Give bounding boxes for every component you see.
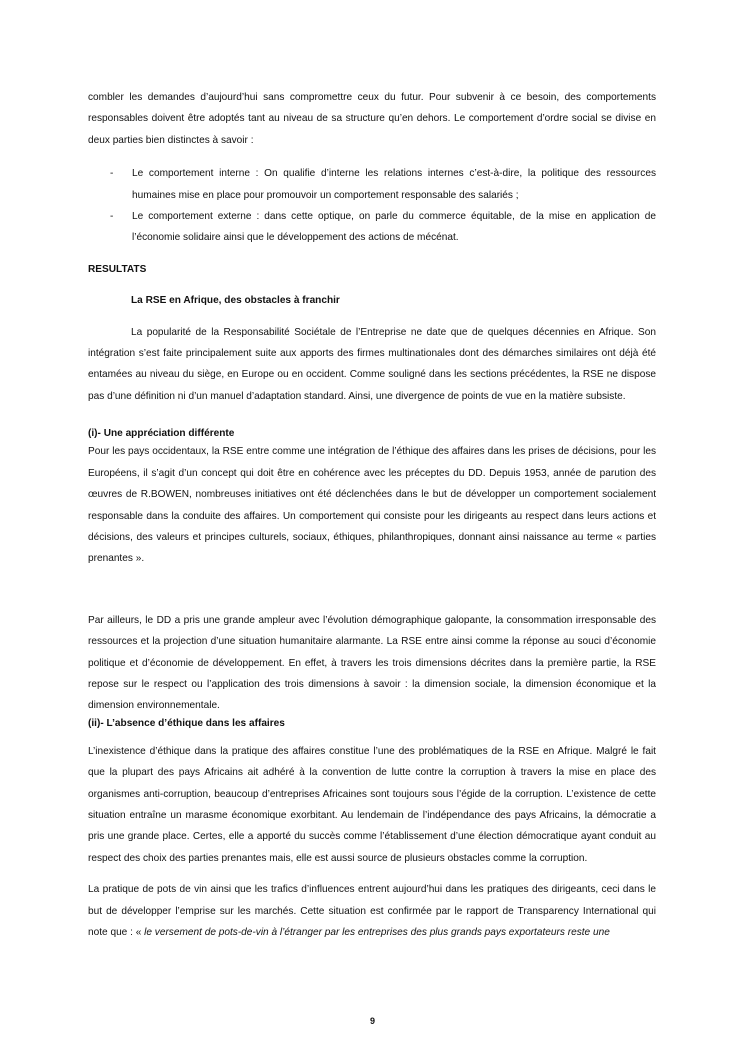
- list-item-text: Le comportement interne : On qualifie d’interne les relations internes c’est-à-dire, la politique des ressources humaines mise en place pour promouvoir un comportement responsable des salariés ;: [132, 168, 656, 201]
- page-number: 9: [369, 1016, 375, 1026]
- section1-paragraph-1: Pour les pays occidentaux, la RSE entre comme une intégration de l’éthique des affaires dans les prises de décisions, pour les Européens, il s’agit d’un concept qui doit être en cohérence avec les préceptes du DD. Depuis 1953, année de parution des œuvres de R.BOWEN, nombreuses initiatives ont été déclenchées dans le but de développer un comportement socialement responsable dans la conduite des affaires. Un comportement qui consiste pour les dirigeants au respect dans leurs actions et décisions, des valeurs et principes culturels, sociaux, éthiques, philanthropiques, donnant ainsi naissance au terme « parties prenantes ».: [88, 446, 656, 565]
- section1-paragraph-2: Par ailleurs, le DD a pris une grande ampleur avec l’évolution démographique galopante, la consommation irresponsable des ressources et la projection d’une situation humanitaire alarmante. La RSE entre ainsi comme la réponse au souci d’économie politique et d’économie de développement. En effet, à travers les trois dimensions décrites dans la première partie, la RSE repose sur le respect ou l’application des trois dimensions à savoir : la dimension sociale, la dimension économique et la dimension environnementale.: [88, 614, 656, 712]
- behavior-list: [88, 163, 656, 249]
- results-heading: RESULTATS: [88, 263, 147, 275]
- results-paragraph: La popularité de la Responsabilité Sociétale de l’Entreprise ne date que de quelques décennies en Afrique. Son intégration s’est faite principalement suite aux apports des firmes multinationales dont des démarches similaires ont déjà été entamées au niveau du siège, en Europe ou en occident. Comme souligné dans les sections précédentes, la RSE ne dispose pas d’une définition ni d’un manuel d’adaptation standard. Ainsi, une divergence de points de vue en la matière subsiste.: [88, 326, 656, 402]
- intro-paragraph: combler les demandes d’aujourd’hui sans compromettre ceux du futur. Pour subvenir à ce besoin, des comportements responsables doivent être adoptés tant au niveau de sa structure qu’en dehors. Le comportement d’ordre social se divise en deux parties bien distinctes à savoir :: [88, 92, 656, 146]
- document-page: [88, 87, 656, 943]
- list-item-text: Le comportement externe : dans cette optique, on parle du commerce équitable, de la mise en application de l’économie solidaire ainsi que le développement des actions de mécénat.: [132, 211, 656, 244]
- list-bullet: -: [110, 211, 114, 223]
- list-item: [88, 163, 656, 206]
- section2-paragraph-1: L’inexistence d’éthique dans la pratique des affaires constitue l’une des problématiques de la RSE en Afrique. Malgré le fait que la plupart des pays Africains ait adhéré à la convention de lutte contre la corruption à travers la mise en place des organismes anti-corruption, beaucoup d’entreprises Africaines sont toujours sous l’égide de la corruption. L’existence de cette situation entraîne un marasme économique exorbitant. Au lendemain de l’indépendance des pays Africains, la démocratie a pris une grande place. Certes, elle a apporté du succès comme l’établissement d’une élection démocratique ayant conduit au respect des choix des parties prenantes mais, elle est aussi source de plusieurs obstacles comme la corruption.: [88, 745, 656, 864]
- section2-paragraph-2: [88, 879, 656, 943]
- list-item: [88, 206, 656, 249]
- section2-heading: (ii)- L’absence d’éthique dans les affaires: [88, 717, 285, 729]
- results-subheading: La RSE en Afrique, des obstacles à franchir: [131, 295, 340, 307]
- section2-paragraph-2-text: La pratique de pots de vin ainsi que les trafics d’influences entrent aujourd’hui dans les pratiques des dirigeants, ceci dans le but de développer l’emprise sur les marchés. Cette situation est confirmée par le rapport de Transparency International qui note que : «: [88, 884, 656, 938]
- section1-heading: (i)- Une appréciation différente: [88, 428, 235, 440]
- list-bullet: -: [110, 168, 114, 180]
- transparency-quote: le versement de pots-de-vin à l’étranger par les entreprises des plus grands pays exportateurs reste une: [144, 927, 610, 938]
